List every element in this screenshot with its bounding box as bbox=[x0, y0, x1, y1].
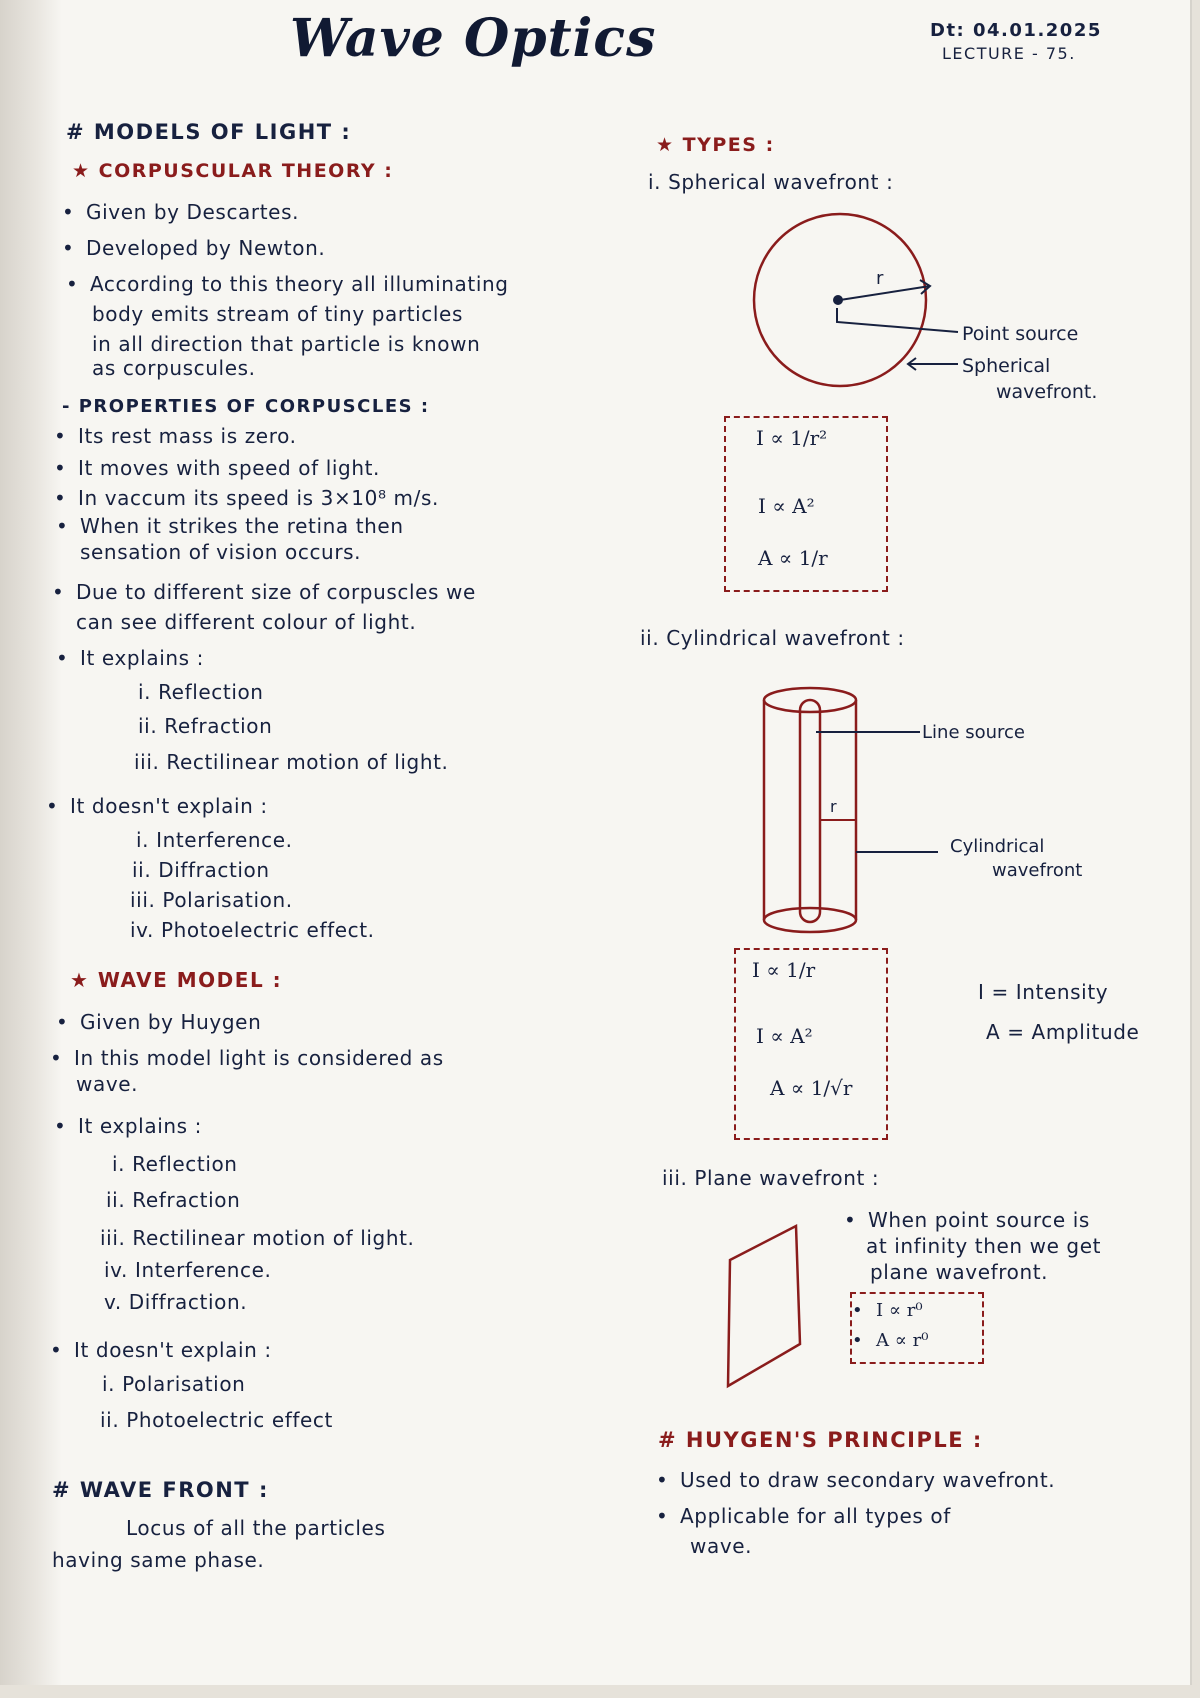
wave-model-considered-line: • In this model light is considered as bbox=[74, 1046, 444, 1070]
spherical-wavefront-diagram bbox=[640, 200, 1160, 420]
spherical-wavefront-label: wavefront. bbox=[996, 381, 1098, 403]
spherical-formula: A ∝ 1/r bbox=[758, 546, 828, 570]
lecture-number: LECTURE - 75. bbox=[942, 44, 1076, 63]
wave-model-considered-line: wave. bbox=[76, 1072, 139, 1096]
corpuscular-not-explain-item: iv. Photoelectric effect. bbox=[130, 918, 375, 942]
cylinder-radius-label: r bbox=[830, 797, 837, 816]
wave-explains-item: i. Reflection bbox=[112, 1152, 238, 1176]
amplitude-legend: A = Amplitude bbox=[986, 1020, 1140, 1044]
wave-front-definition: having same phase. bbox=[52, 1548, 265, 1572]
intensity-legend: I = Intensity bbox=[978, 980, 1109, 1004]
property-size-line: can see different colour of light. bbox=[76, 610, 417, 634]
cylindrical-wavefront-diagram bbox=[760, 680, 1140, 940]
spherical-formula: I ∝ 1/r² bbox=[756, 426, 828, 450]
cylindrical-wavefront-label: wavefront bbox=[992, 860, 1083, 881]
wave-front-heading: # WAVE FRONT : bbox=[52, 1478, 269, 1502]
cylindrical-formula: A ∝ 1/√r bbox=[770, 1076, 853, 1100]
corpuscular-theory-line: • According to this theory all illuminating bbox=[90, 272, 509, 296]
wave-not-explain-heading: • It doesn't explain : bbox=[74, 1338, 272, 1362]
plane-note-line: at infinity then we get bbox=[866, 1234, 1102, 1258]
properties-heading: - PROPERTIES OF CORPUSCLES : bbox=[62, 396, 430, 417]
point-source-label: Point source bbox=[962, 323, 1079, 345]
corpuscular-heading: ★ CORPUSCULAR THEORY : bbox=[72, 160, 394, 182]
lecture-date: Dt: 04.01.2025 bbox=[930, 20, 1102, 41]
plane-wavefront-diagram bbox=[720, 1220, 810, 1395]
wave-front-definition: Locus of all the particles bbox=[126, 1516, 386, 1540]
spherical-formula: I ∝ A² bbox=[758, 494, 815, 518]
cylindrical-formula: I ∝ 1/r bbox=[752, 958, 816, 982]
property-item: • In vaccum its speed is 3×10⁸ m/s. bbox=[78, 486, 439, 510]
huygens-point: • Applicable for all types of bbox=[680, 1504, 951, 1528]
corpuscular-theory-line: as corpuscules. bbox=[92, 356, 256, 380]
wave-explains-item: iii. Rectilinear motion of light. bbox=[100, 1226, 415, 1250]
corpuscular-not-explain-item: i. Interference. bbox=[136, 828, 293, 852]
huygens-heading: # HUYGEN'S PRINCIPLE : bbox=[658, 1428, 983, 1452]
plane-wavefront-shape bbox=[728, 1226, 800, 1386]
cylindrical-wavefront-label: Cylindrical bbox=[950, 836, 1045, 857]
plane-heading: iii. Plane wavefront : bbox=[662, 1166, 880, 1190]
plane-formula: • I ∝ r⁰ bbox=[876, 1300, 923, 1321]
spherical-radius-label: r bbox=[876, 268, 884, 289]
cylindrical-formula: I ∝ A² bbox=[756, 1024, 813, 1048]
wave-explains-item: iv. Interference. bbox=[104, 1258, 272, 1282]
property-retina-line: sensation of vision occurs. bbox=[80, 540, 362, 564]
cylindrical-heading: ii. Cylindrical wavefront : bbox=[640, 626, 905, 650]
wave-not-explain-item: i. Polarisation bbox=[102, 1372, 246, 1396]
wave-explains-item: ii. Refraction bbox=[106, 1188, 241, 1212]
property-retina-line: • When it strikes the retina then bbox=[80, 514, 404, 538]
line-source-label: Line source bbox=[922, 722, 1026, 743]
corpuscular-theory-line: in all direction that particle is known bbox=[92, 332, 481, 356]
plane-formula: • A ∝ r⁰ bbox=[876, 1330, 928, 1351]
line-source-rod bbox=[800, 700, 820, 922]
plane-note-line: • When point source is bbox=[868, 1208, 1090, 1232]
corpuscular-theory-line: body emits stream of tiny particles bbox=[92, 302, 463, 326]
page-binding-shadow bbox=[0, 0, 62, 1685]
wave-explains-item: v. Diffraction. bbox=[104, 1290, 248, 1314]
corpuscular-point: • Developed by Newton. bbox=[86, 236, 325, 260]
corpuscular-not-explain-item: ii. Diffraction bbox=[132, 858, 270, 882]
corpuscular-explains-item: i. Reflection bbox=[138, 680, 264, 704]
corpuscular-explains-item: ii. Refraction bbox=[138, 714, 273, 738]
types-heading: ★ TYPES : bbox=[656, 134, 775, 156]
property-item: • It moves with speed of light. bbox=[78, 456, 380, 480]
page-title: Wave Optics bbox=[290, 8, 657, 69]
spherical-wavefront-label: Spherical bbox=[962, 355, 1051, 377]
wave-explains-heading: • It explains : bbox=[78, 1114, 202, 1138]
point-source-pointer bbox=[837, 308, 958, 332]
corpuscular-explains-item: iii. Rectilinear motion of light. bbox=[134, 750, 449, 774]
corpuscular-explains-heading: • It explains : bbox=[80, 646, 204, 670]
corpuscular-point: • Given by Descartes. bbox=[86, 200, 299, 224]
huygens-point: • Used to draw secondary wavefront. bbox=[680, 1468, 1055, 1492]
models-heading: # MODELS OF LIGHT : bbox=[66, 120, 352, 144]
property-size-line: • Due to different size of corpuscles we bbox=[76, 580, 476, 604]
plane-note-line: plane wavefront. bbox=[870, 1260, 1049, 1284]
wave-model-point: • Given by Huygen bbox=[80, 1010, 261, 1034]
property-item: • Its rest mass is zero. bbox=[78, 424, 297, 448]
corpuscular-not-explain-item: iii. Polarisation. bbox=[130, 888, 293, 912]
radius-arrow bbox=[840, 286, 930, 300]
wave-model-heading: ★ WAVE MODEL : bbox=[70, 968, 283, 992]
corpuscular-not-explain-heading: • It doesn't explain : bbox=[70, 794, 268, 818]
spherical-heading: i. Spherical wavefront : bbox=[648, 170, 894, 194]
wave-not-explain-item: ii. Photoelectric effect bbox=[100, 1408, 333, 1432]
huygens-point: wave. bbox=[690, 1534, 753, 1558]
